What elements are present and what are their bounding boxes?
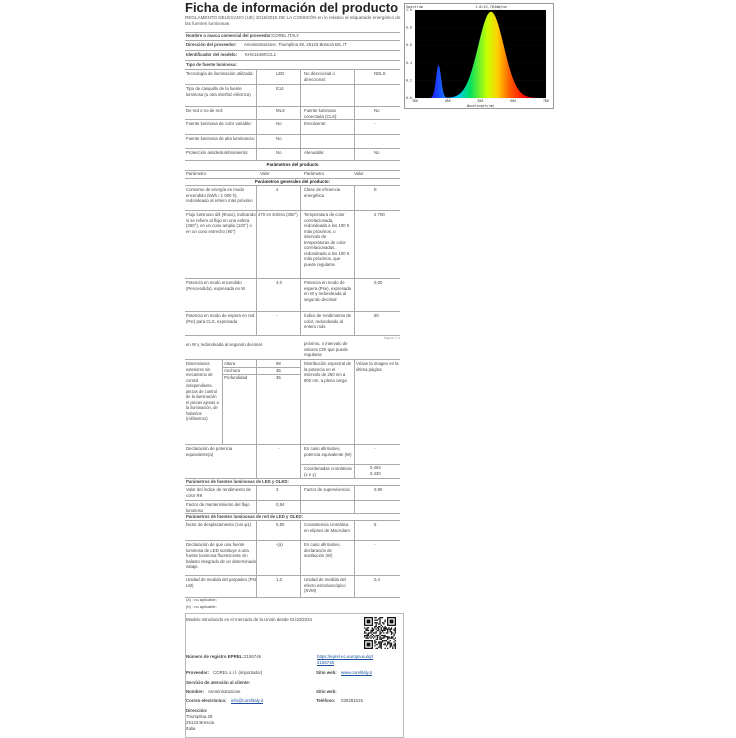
row-label: Valor del índice de rendimiento de color R9	[186, 487, 251, 498]
row-label: Fuente luminosa de color variable:	[186, 121, 252, 126]
vline	[300, 485, 301, 513]
row-value-2: 2 700	[374, 212, 385, 217]
continued-text-right: próximo, o intervalo de valores CRI que puede regularse	[304, 341, 348, 357]
spectrum-x-label: Wavelength(nm)	[467, 104, 495, 108]
model-value: KHS144WCCL1	[245, 52, 277, 57]
row-value-2: E	[374, 187, 377, 192]
eprel-link[interactable]: https://eprel.ec.europa.eu/qr/2155746	[317, 654, 374, 665]
row-value: 3	[276, 487, 279, 492]
row-value-2: 5	[374, 522, 377, 527]
spectral-distribution-value: Véase la imagen en la última página	[356, 361, 399, 372]
page-number: Página 1 / 4	[384, 336, 401, 340]
row-label-2: Índice de rendimiento de color, redondeado al entero más	[304, 313, 352, 329]
source-type-heading: Tipo de fuente luminosa:	[186, 62, 237, 67]
row-label: Fuente luminosa de alta luminancia:	[186, 136, 255, 141]
note-b: (b) : no aplicable;	[186, 604, 217, 609]
divider	[185, 335, 400, 336]
x-tick-label: 680	[510, 99, 517, 103]
divider	[185, 50, 400, 51]
col-value-2: Valor	[354, 171, 364, 176]
address-line: 25123 Brescia	[186, 720, 215, 725]
divider	[185, 485, 400, 486]
row-value: No	[276, 136, 282, 141]
row-value: 0,50	[276, 522, 285, 527]
y-tick-label: 0.2	[406, 78, 412, 83]
x-tick-label: 480	[444, 99, 451, 103]
row-label: Unidad de medida del parpadeo (Pst LM)	[186, 577, 256, 588]
col-param-2: Parámetro	[304, 171, 325, 176]
row-value: 0,94	[276, 502, 285, 507]
vline	[256, 185, 257, 335]
general-heading: Parámetros generales del producto:	[254, 179, 331, 184]
divider	[185, 170, 400, 171]
row-value: -(a)	[276, 542, 283, 547]
row-label: Consumo de energía en modo encendido (kWh / 1 000 h), redondeado al entero más próximo	[186, 187, 253, 203]
row-value: 4,0	[276, 280, 282, 285]
led-heading: Parámetros de fuentes luminosas de LED y OLED:	[186, 479, 289, 484]
mains-heading: Parámetros de fuentes luminosas de red de LED y OLED:	[186, 514, 304, 519]
phone-value: 030291015	[341, 698, 363, 703]
continued-text-left: en W y redondeada al segundo decimal	[186, 342, 262, 347]
divider	[185, 84, 400, 85]
spectrum-svg	[405, 4, 553, 108]
row-value: 4	[276, 187, 279, 192]
col-param: Parámetro	[186, 171, 207, 176]
model-label: Identificador del modelo:	[186, 52, 238, 57]
vline	[300, 185, 301, 335]
y-tick-label: 0.6	[406, 43, 412, 48]
row-label-2: No direccional o direccional:	[304, 71, 335, 82]
email-link[interactable]: info@corelitaly.it	[231, 698, 263, 703]
row-value-2: No	[374, 150, 380, 155]
website-label: Sitio web:	[316, 670, 337, 675]
supplier-address-label: Dirección del proveedor:	[186, 42, 237, 47]
equivalent-power-value: -	[278, 446, 280, 451]
row-label-2: Factor de supervivencia	[304, 487, 350, 492]
x-tick-label: 380	[412, 99, 418, 103]
name-value: Amministrazione	[208, 689, 241, 694]
x-tick-label: 580	[477, 99, 484, 103]
spectrum-x-ticks	[412, 99, 549, 103]
address-line: Italia	[186, 726, 196, 731]
spectrum-y-ticks	[406, 8, 412, 100]
divider	[185, 278, 400, 279]
vline	[354, 444, 355, 478]
divider	[185, 210, 400, 211]
email-label: Correo electrónico:	[186, 698, 227, 703]
provider-value: COREL s.r.l. (importador)	[213, 670, 263, 675]
divider	[185, 575, 400, 576]
address-line: Triumplina 28	[186, 714, 213, 719]
row-label-2: Consistencia cromática en elipses de MacAdam	[304, 522, 350, 533]
phone-label: Teléfono:	[316, 698, 336, 703]
row-value-2: No	[374, 108, 380, 113]
supplier-address-value: Amministrazione, Triumplina 28, 25123 Brescia BS, IT	[244, 42, 347, 47]
spectrum-title: Spectrum	[406, 5, 423, 9]
eprel-value: 2155746	[244, 654, 262, 659]
row-value: LED	[276, 71, 285, 76]
vline	[354, 69, 355, 160]
address-label: Dirección:	[186, 708, 208, 713]
vline	[256, 359, 257, 444]
divider	[185, 148, 400, 149]
divider	[185, 597, 400, 598]
equivalent-power-label: Declaración de potencia equivalente(a)	[186, 446, 233, 457]
supplier-name-label: Nombre o marca comercial del proveedor:	[186, 33, 273, 38]
row-value: 470 en Esfera (360°)	[258, 212, 298, 217]
row-label: Tecnología de iluminación utilizada:	[186, 71, 254, 76]
vline	[354, 359, 355, 444]
qr-code-icon[interactable]	[364, 617, 396, 649]
y-tick-label: 0.4	[406, 60, 412, 65]
vline	[354, 485, 355, 513]
y-tick-label: 1.0	[406, 8, 412, 12]
chromaticity-value: 0,463 0,420	[370, 465, 381, 476]
row-value-2: 80	[374, 313, 379, 318]
note-a: (a) : no aplicable;	[186, 597, 217, 602]
page-title: Ficha de información del producto	[185, 0, 399, 15]
vline	[222, 359, 223, 444]
row-value-2: 0,4	[374, 577, 380, 582]
row-value: No	[276, 150, 282, 155]
dim-depth-value: 35	[276, 375, 281, 380]
dim-width-label: Anchura	[224, 368, 241, 373]
spectrum-peak-label: 1.0=15.764mW/nm	[475, 5, 507, 9]
row-label-2: En caso afirmativo, declaración de sustitución (W)	[304, 542, 341, 558]
row-value-2: -	[374, 121, 376, 126]
vline	[300, 69, 301, 160]
dim-height-label: Altura	[224, 361, 236, 366]
divider	[185, 444, 400, 445]
x-tick-label: 780	[543, 99, 549, 103]
row-value: E14	[276, 86, 284, 91]
divider	[185, 106, 400, 107]
row-label-2: Fuente luminosa conectada (CLS):	[304, 108, 338, 119]
divider	[185, 134, 400, 135]
provider-label: Proveedor:	[186, 670, 210, 675]
row-label: De red o no de red:	[186, 108, 224, 113]
row-label-2: Potencia en modo de espera (Pse), expresada en W y redondeada al segundo decimal	[304, 280, 352, 302]
website-2-label: Sitio web:	[316, 689, 337, 694]
row-label-2: Clase de eficiencia energética	[304, 187, 341, 198]
row-label: Declaración de que una fuente luminosa de LED sustituye a una fuente luminosa fluorescente sin balasto integrado de un determinado vataje.	[186, 542, 256, 569]
row-label-2: Temperatura de color correlacionada, redondeada a los 100 K más próximos, o intervalo de temperaturas de color correlacionadas, redondeado a los 100 K más próximos, que puede regularse	[304, 212, 350, 267]
supplier-name-value: COREL ITALY	[272, 33, 300, 38]
name-label: Nombre:	[186, 689, 205, 694]
spectrum-chart	[404, 3, 554, 109]
divider	[185, 69, 400, 70]
row-label: Potencia en modo encendido (Pencendido), expresada en W	[186, 280, 246, 291]
dim-height-value: 98	[276, 361, 281, 366]
dimensions-label: Dimensiones exteriores sin mecanismo de control independiente, piezas de control de la iluminación ni piezas ajenas a la iluminación, de haberlos (milímetros)	[186, 361, 219, 421]
row-value-2: 0,00	[374, 280, 383, 285]
row-value-2: NDLS	[374, 71, 386, 76]
vline	[256, 69, 257, 160]
vline	[300, 444, 301, 478]
divider	[185, 40, 400, 41]
divider	[185, 520, 400, 521]
row-label: Flujo luminoso útil (Φuso), indicando si se refiere al flujo en una esfera (360°), en un cono amplio (120°) o en un cono estrecho (90°)	[186, 212, 256, 234]
website-link[interactable]: www.corelitaly.it	[341, 670, 372, 675]
vline	[300, 359, 301, 444]
vline	[300, 520, 301, 597]
row-value-2: -	[374, 542, 376, 547]
row-value: 1,0	[276, 577, 282, 582]
row-value: No	[276, 121, 282, 126]
divider	[185, 160, 400, 161]
row-label: Tipo de casquillo de la fuente luminosa (u otra interfaz eléctrica)	[186, 86, 251, 97]
row-label-2: Atenuable:	[304, 150, 325, 155]
row-label: Factor de mantenimiento del flujo luminoso	[186, 502, 250, 513]
spectral-distribution-label: Distribución espectral de la potencia en el intervalo de 250 nm a 800 nm, a plena carga	[304, 361, 352, 383]
row-label: Potencia en modo de espera en red (Psr) para CLS, expresada	[186, 313, 255, 324]
row-label-2: Envolvente:	[304, 121, 327, 126]
divider	[185, 60, 400, 61]
market-intro: Modelo introducido en el mercado de la Unión desde 01/10/2024	[186, 617, 312, 622]
row-value: MLS	[276, 108, 285, 113]
row-value: -	[276, 313, 278, 318]
row-value-2: 0,90	[374, 487, 383, 492]
row-label: Protección antideslumbramiento:	[186, 150, 249, 155]
col-value: Valor	[260, 171, 270, 176]
divider	[185, 119, 400, 120]
regulation-text: REGLAMENTO DELEGADO (UE) 2019/2015 DE LA COMISIÓN en lo relativo al etiquetado energético de las fuentes luminosas	[185, 15, 401, 26]
row-label: factor de desplazamiento (cos φ1)	[186, 522, 252, 527]
eprel-label: Número de registro EPREL:	[186, 654, 244, 659]
row-label-2: Unidad de medida del efecto estroboscópico (SVM)	[304, 577, 346, 593]
divider	[185, 540, 400, 541]
vline	[256, 444, 257, 478]
y-tick-label: 0.8	[406, 25, 412, 30]
divider	[300, 464, 400, 465]
vline	[256, 520, 257, 597]
equivalent-power-w-value: -	[374, 446, 376, 451]
chromaticity-label: Coordenadas cromáticas (x e y)	[304, 466, 352, 477]
service-label: Servicio de atención al cliente:	[186, 680, 251, 685]
vline	[256, 485, 257, 513]
dim-depth-label: Profundidad	[224, 375, 248, 380]
divider	[185, 500, 400, 501]
equivalent-power-w-label: En caso afirmativo, potencia equivalente (W)	[304, 446, 352, 457]
divider	[185, 185, 400, 186]
dim-width-value: 35	[276, 368, 281, 373]
divider	[185, 311, 400, 312]
vline	[354, 185, 355, 335]
divider	[185, 359, 400, 360]
y-tick-label: 0.0	[406, 96, 412, 100]
params-heading: Parámetros del producto	[266, 162, 319, 167]
vline	[354, 520, 355, 597]
